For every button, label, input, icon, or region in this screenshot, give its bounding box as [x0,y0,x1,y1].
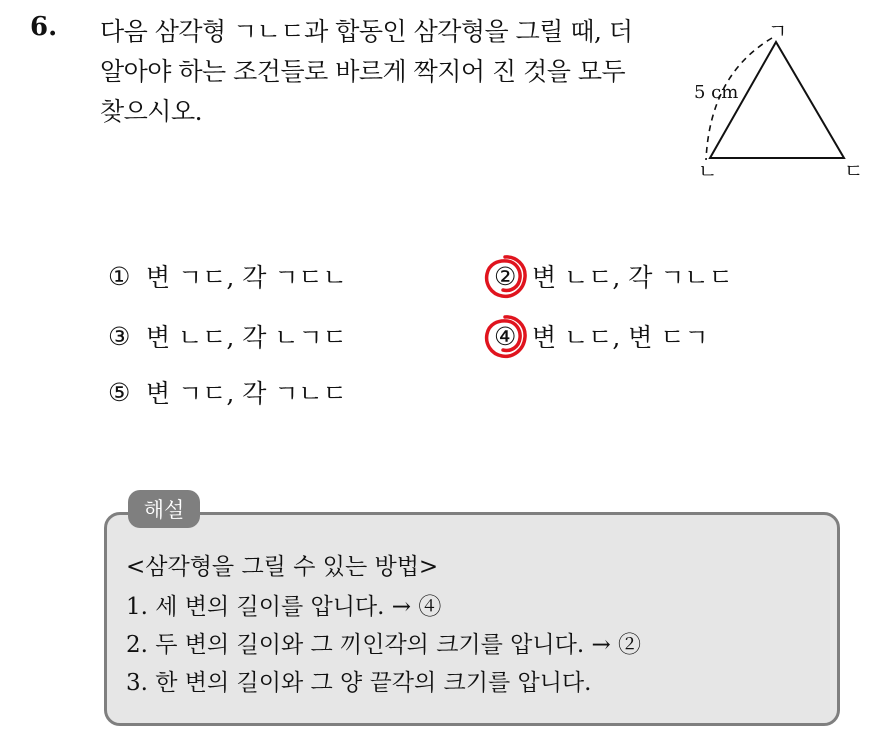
choice-number: ① [108,261,131,291]
choice-4[interactable] [494,318,709,354]
vertex-label-left: ㄴ [698,159,718,183]
side-length-label: 5 cm [694,82,739,103]
question-number: 6. [30,12,58,42]
choice-5[interactable] [108,374,347,410]
choice-1[interactable] [108,258,347,294]
question-text-line-2: 알아야 하는 조건들로 바르게 짝지어 진 것을 모두 [100,57,626,86]
solution-line-1: 1. 세 변의 길이를 압니다. → ④ [126,594,442,620]
solution-tab: 해설 [128,490,200,528]
solution-line-2: 2. 두 변의 길이와 그 끼인각의 크기를 압니다. → ② [126,632,642,658]
choice-number [494,322,526,351]
choice-number-text: ② [494,261,517,291]
choice-number: ③ [108,321,131,351]
choice-number-text: ④ [494,321,517,351]
choice-label: 변 ㄱㄷ, 각 ㄱㄷㄴ [146,263,347,292]
choice-label: 변 ㄱㄷ, 각 ㄱㄴㄷ [146,379,347,408]
choice-number [494,262,526,291]
choice-label: 변 ㄴㄷ, 변 ㄷㄱ [532,323,709,352]
choice-3[interactable] [108,318,347,354]
choice-label: 변 ㄴㄷ, 각 ㄱㄴㄷ [532,263,733,292]
solution-line-heading: <삼각형을 그릴 수 있는 방법> [126,554,439,580]
choice-label: 변 ㄴㄷ, 각 ㄴㄱㄷ [146,323,347,352]
question-text-line-1: 다음 삼각형 ㄱㄴㄷ과 합동인 삼각형을 그릴 때, 더 [100,17,633,46]
question-text-line-3: 찾으시오. [100,97,203,126]
choice-2[interactable] [494,258,733,294]
solution-line-3: 3. 한 변의 길이와 그 양 끝각의 크기를 압니다. [126,670,592,696]
choice-number: ⑤ [108,377,131,407]
vertex-label-top: ㄱ [768,20,788,43]
triangle-figure [680,20,870,190]
vertex-label-right: ㄷ [844,159,864,183]
